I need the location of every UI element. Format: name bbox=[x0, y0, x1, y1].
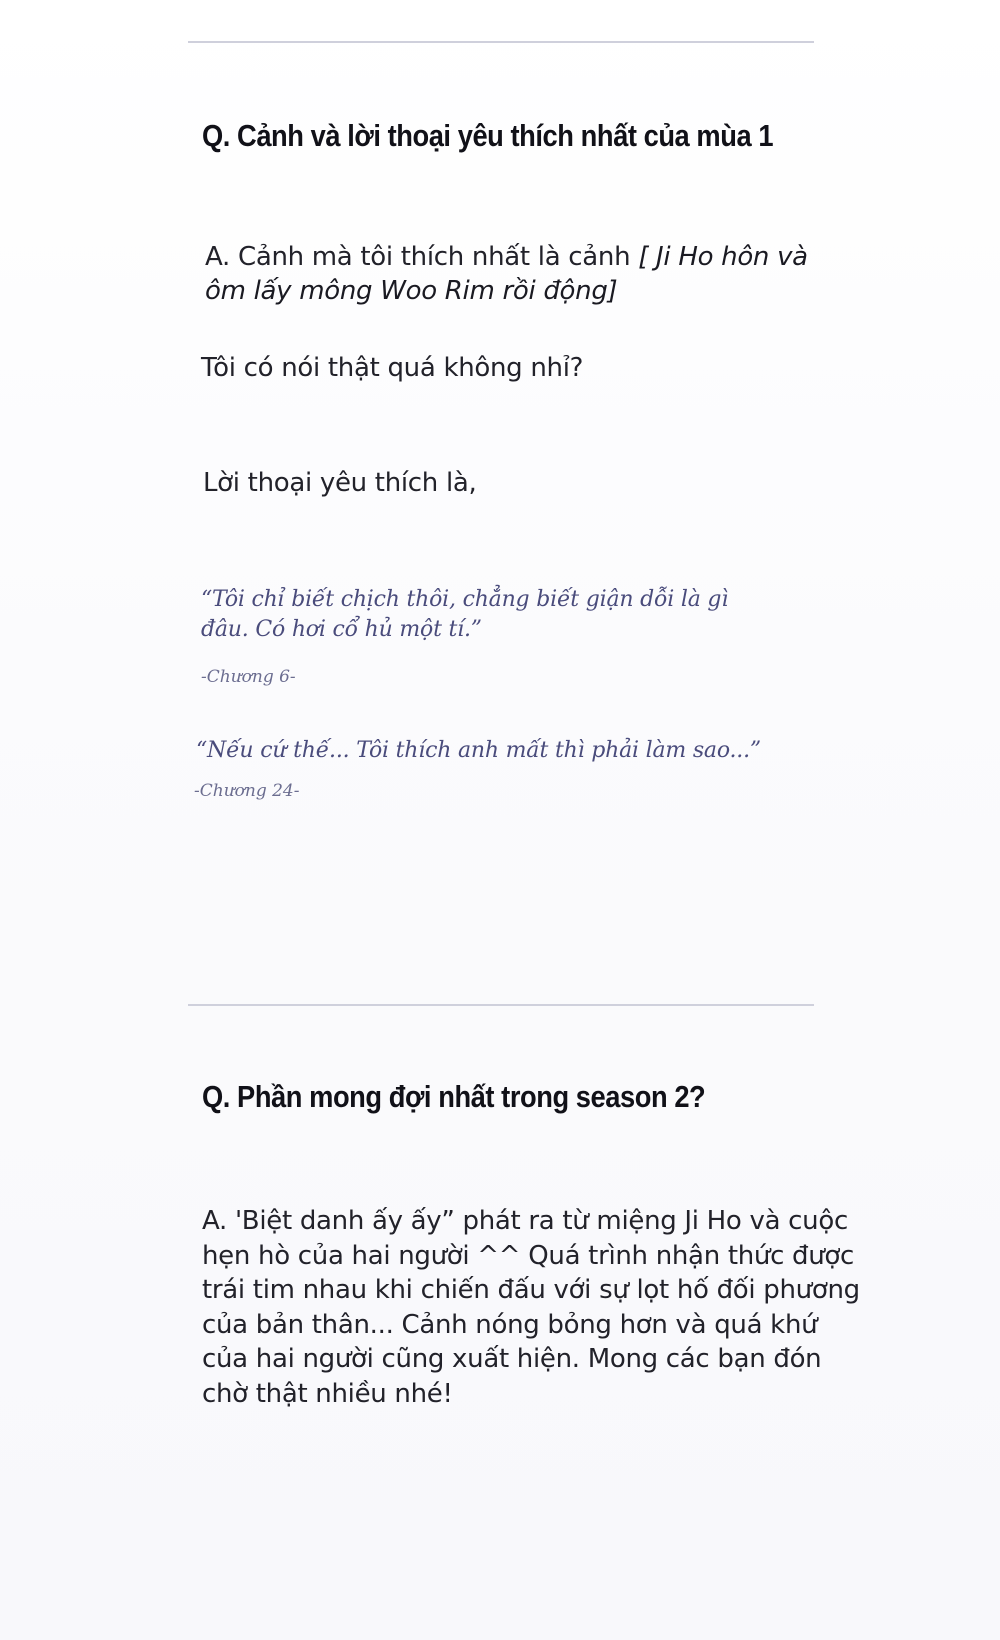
middle-divider bbox=[188, 1004, 814, 1006]
quote-1-chapter: -Chương 6- bbox=[201, 667, 296, 687]
quote-2: “Nếu cứ thế... Tôi thích anh mất thì phải làm sao...” bbox=[196, 738, 761, 763]
answer-2-paragraph: A. 'Biệt danh ấy ấy” phát ra từ miệng Ji Ho và cuộc hẹn hò của hai người ^^ Quá trình nhận thức được trái tim nhau khi chiến đấu với sự lọt hố đối phương của bản thân... Cảnh nóng bỏng hơn và quá khứ của hai người cũng xuất hiện. Mong các bạn đón chờ thật nhiều nhé! bbox=[202, 1206, 860, 1409]
quote-2-chapter: -Chương 24- bbox=[194, 781, 300, 801]
answer-1-text: A. Cảnh mà tôi thích nhất là cảnh bbox=[205, 242, 639, 272]
answer-1-emphasis: [ Ji Ho hôn và ôm lấy mông Woo Rim rồi động] bbox=[205, 242, 808, 306]
remark-line: Tôi có nói thật quá không nhỉ? bbox=[201, 353, 584, 383]
question-2-heading: Q. Phần mong đợi nhất trong season 2? bbox=[202, 1079, 706, 1114]
question-1-heading: Q. Cảnh và lời thoại yêu thích nhất của mùa 1 bbox=[202, 118, 774, 153]
quote-1: “Tôi chỉ biết chịch thôi, chẳng biết giận dỗi là gì đâu. Có hơi cổ hủ một tí.” bbox=[201, 587, 729, 642]
answer-1-paragraph bbox=[205, 240, 825, 308]
top-divider bbox=[188, 41, 814, 43]
favorite-line-intro: Lời thoại yêu thích là, bbox=[203, 468, 477, 498]
